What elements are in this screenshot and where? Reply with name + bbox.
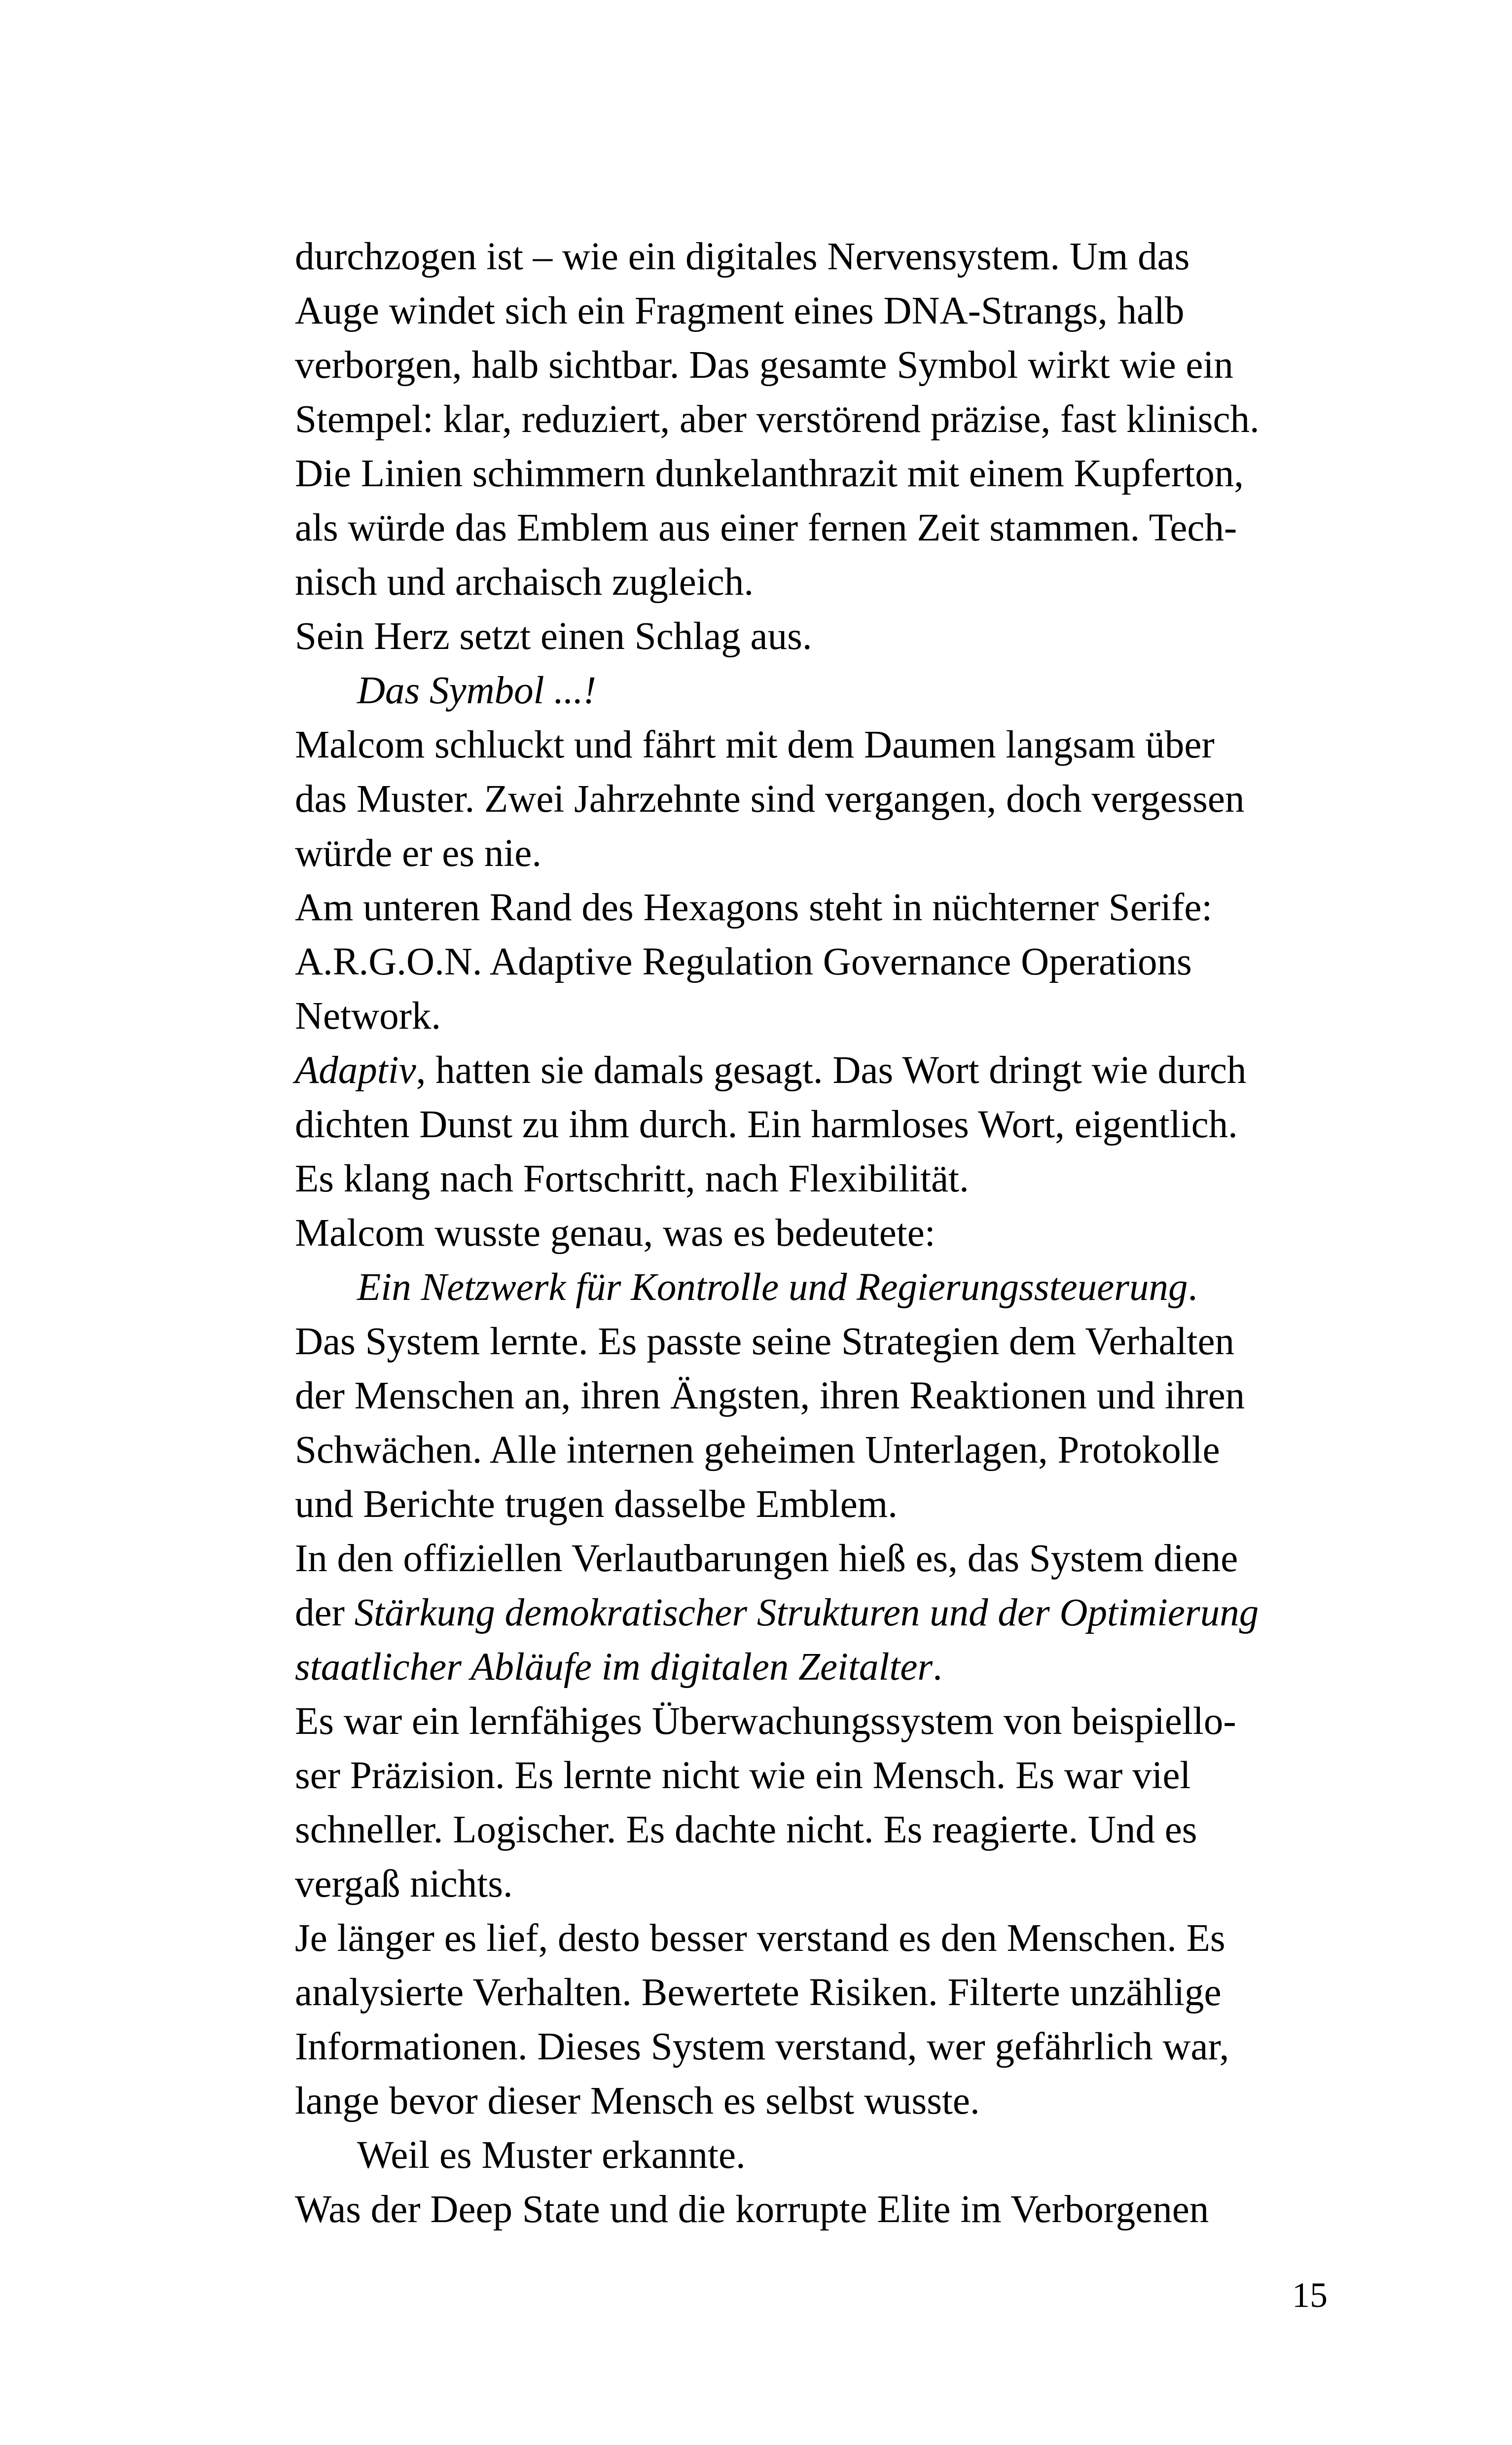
text-line xyxy=(295,718,1360,772)
text-line xyxy=(295,1477,1360,1532)
page-number: 15 xyxy=(1292,2275,1328,2315)
italic-text: Das Symbol ...! xyxy=(357,669,596,712)
text-line xyxy=(295,1423,1360,1477)
text-run: der Menschen an, ihren Ängsten, ihren Reaktionen und ihren xyxy=(295,1374,1245,1417)
text-run: . xyxy=(933,1646,942,1689)
text-line xyxy=(295,2183,1360,2237)
text-line xyxy=(295,772,1360,827)
text-line xyxy=(295,1749,1360,1803)
text-run: vergaß nichts. xyxy=(295,1863,513,1906)
text-run: Es klang nach Fortschritt, nach Flexibilität. xyxy=(295,1157,969,1200)
text-line xyxy=(295,1043,1360,1098)
text-run: Informationen. Dieses System verstand, wer gefährlich war, xyxy=(295,2025,1229,2068)
text-line xyxy=(295,2020,1360,2074)
text-line xyxy=(295,1260,1360,1315)
text-run: A.R.G.O.N. Adaptive Regulation Governance Operations xyxy=(295,940,1192,983)
italic-text: Ein Netzwerk für Kontrolle und Regierungssteuerung xyxy=(357,1266,1188,1309)
text-line xyxy=(295,610,1360,664)
body-text xyxy=(295,230,1360,2237)
text-line xyxy=(295,1315,1360,1369)
italic-text: Stärkung demokratischer Strukturen und der Optimierung xyxy=(354,1591,1259,1634)
text-line xyxy=(295,447,1360,501)
text-run: das Muster. Zwei Jahrzehnte sind vergangen, doch vergessen xyxy=(295,778,1245,821)
text-run: würde er es nie. xyxy=(295,832,542,875)
text-line xyxy=(295,1803,1360,1857)
text-run: nisch und archaisch zugleich. xyxy=(295,561,754,604)
text-line xyxy=(295,284,1360,338)
text-run: Weil es Muster erkannte. xyxy=(357,2134,746,2177)
text-run: Es war ein lernfähiges Überwachungssystem von beispiello- xyxy=(295,1700,1236,1743)
text-line xyxy=(295,501,1360,555)
text-run: . xyxy=(1188,1266,1198,1309)
text-line xyxy=(295,1911,1360,1966)
text-line xyxy=(295,881,1360,935)
text-run: analysierte Verhalten. Bewertete Risiken. Filterte unzählige xyxy=(295,1971,1222,2014)
text-line xyxy=(295,1640,1360,1694)
text-run: Je länger es lief, desto besser verstand es den Menschen. Es xyxy=(295,1917,1225,1960)
text-line xyxy=(295,1369,1360,1423)
text-line xyxy=(295,1586,1360,1640)
text-run: ser Präzision. Es lernte nicht wie ein Mensch. Es war viel xyxy=(295,1754,1191,1797)
text-run: Stempel: klar, reduziert, aber verstörend präzise, fast klinisch. xyxy=(295,398,1260,441)
text-line xyxy=(295,935,1360,989)
text-line xyxy=(295,827,1360,881)
text-line xyxy=(295,1206,1360,1260)
text-run: verborgen, halb sichtbar. Das gesamte Symbol wirkt wie ein xyxy=(295,344,1233,387)
text-run: Auge windet sich ein Fragment eines DNA-Strangs, halb xyxy=(295,289,1185,332)
text-run: Was der Deep State und die korrupte Elite im Verborgenen xyxy=(295,2188,1209,2231)
italic-text: staatlicher Abläufe im digitalen Zeitalter xyxy=(295,1646,933,1689)
text-run: und Berichte trugen dasselbe Emblem. xyxy=(295,1483,898,1526)
text-run: Die Linien schimmern dunkelanthrazit mit einem Kupferton, xyxy=(295,452,1244,495)
text-run: schneller. Logischer. Es dachte nicht. Es reagierte. Und es xyxy=(295,1808,1197,1851)
text-run: der xyxy=(295,1591,355,1634)
text-run: Schwächen. Alle internen geheimen Unterlagen, Protokolle xyxy=(295,1429,1220,1472)
text-line xyxy=(295,664,1360,718)
text-line xyxy=(295,989,1360,1043)
text-line xyxy=(295,1532,1360,1586)
text-line xyxy=(295,1098,1360,1152)
text-line xyxy=(295,1857,1360,1911)
text-line xyxy=(295,2074,1360,2128)
text-run: durchzogen ist – wie ein digitales Nervensystem. Um das xyxy=(295,235,1190,278)
italic-text: Adaptiv xyxy=(295,1049,416,1092)
text-line xyxy=(295,1152,1360,1206)
text-run: Am unteren Rand des Hexagons steht in nüchterner Serife: xyxy=(295,886,1213,929)
text-line xyxy=(295,230,1360,284)
text-line xyxy=(295,1694,1360,1749)
text-run: Malcom schluckt und fährt mit dem Daumen langsam über xyxy=(295,723,1215,766)
text-line xyxy=(295,2128,1360,2183)
text-run: lange bevor dieser Mensch es selbst wusste. xyxy=(295,2080,980,2122)
text-run: als würde das Emblem aus einer fernen Zeit stammen. Tech- xyxy=(295,506,1237,549)
text-run: In den offiziellen Verlautbarungen hieß es, das System diene xyxy=(295,1537,1238,1580)
text-run: Network. xyxy=(295,995,441,1038)
text-line xyxy=(295,393,1360,447)
text-run: , hatten sie damals gesagt. Das Wort dringt wie durch xyxy=(416,1049,1247,1092)
text-line xyxy=(295,1966,1360,2020)
text-run: dichten Dunst zu ihm durch. Ein harmloses Wort, eigentlich. xyxy=(295,1103,1238,1146)
text-run: Sein Herz setzt einen Schlag aus. xyxy=(295,615,812,658)
text-run: Das System lernte. Es passte seine Strategien dem Verhalten xyxy=(295,1320,1235,1363)
text-run: Malcom wusste genau, was es bedeutete: xyxy=(295,1212,936,1255)
text-line xyxy=(295,338,1360,393)
text-line xyxy=(295,555,1360,610)
